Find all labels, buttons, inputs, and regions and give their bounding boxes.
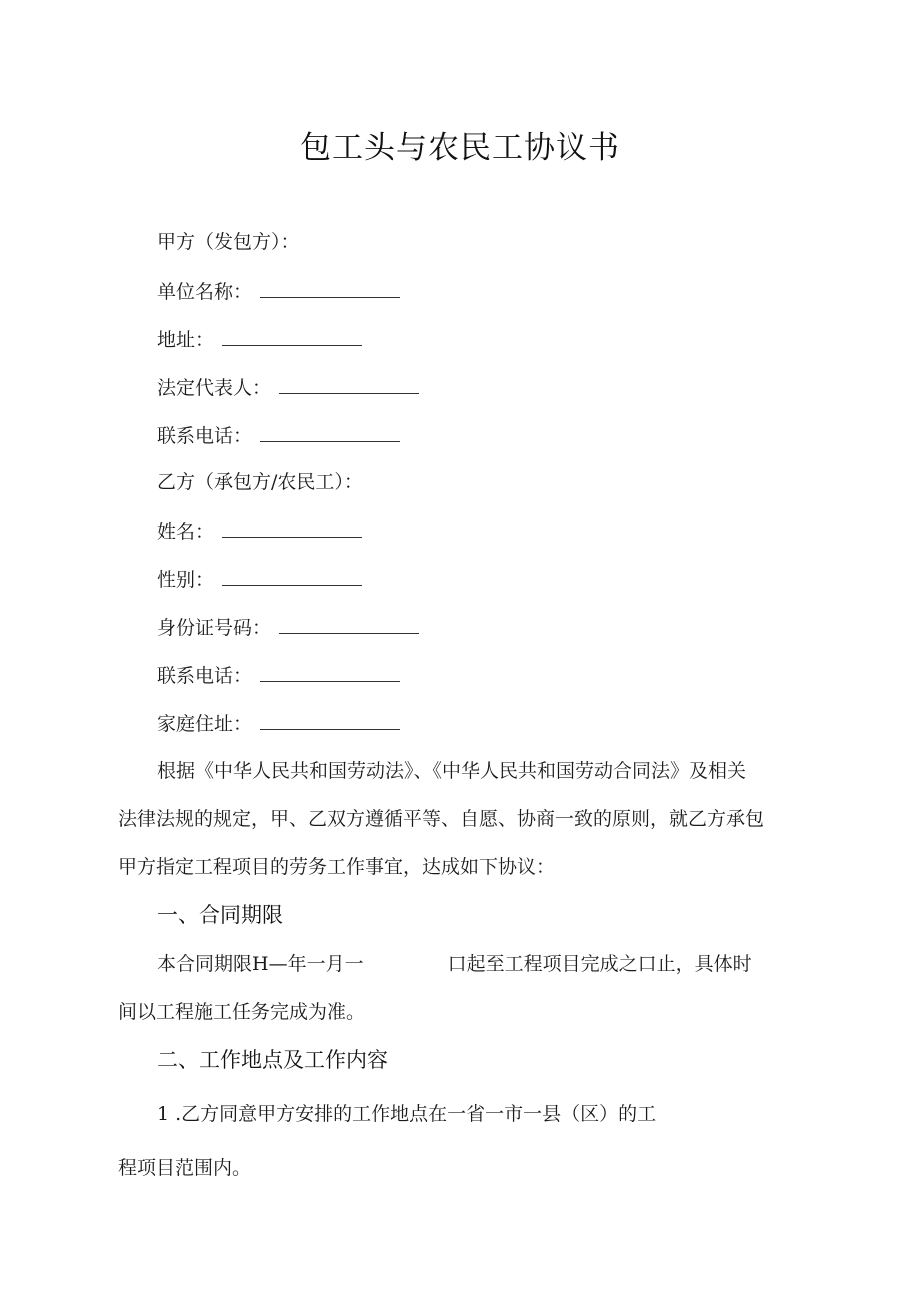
party-b-id-number-label: 身份证号码： [157,617,272,639]
party-a-legal-rep-field [157,373,419,401]
party-b-home-address-blank [260,709,400,730]
party-a-address-label: 地址： [157,329,215,351]
section-1-line-2: 间以工程施工任务完成为准。 [118,1001,366,1023]
party-a-address-field [157,325,362,353]
section-2-heading: 二、工作地点及工作内容 [157,1048,388,1072]
party-b-gender-label: 性别： [157,569,215,591]
party-b-heading: 乙方（承包方/农民工）： [157,471,363,493]
party-b-phone-field [157,661,400,689]
preamble-line-3: 甲方指定工程项目的劳务工作事宜，达成如下协议： [118,856,556,878]
party-b-id-number-blank [279,613,419,634]
section-1-line-1-part-1: 本合同期限H—年一月一 [157,953,364,975]
party-b-gender-blank [222,565,362,586]
party-a-unit-name-field [157,277,400,305]
section-2-item-1-line-1: 1 .乙方同意甲方安排的工作地点在一省一市一县（区）的工 [157,1103,657,1125]
party-a-phone-field [157,421,400,449]
party-a-legal-rep-blank [279,373,419,394]
party-a-legal-rep-label: 法定代表人： [157,377,272,399]
party-b-name-blank [222,517,362,538]
section-2-item-1-line-2: 程项目范围内。 [118,1157,252,1179]
preamble-line-2: 法律法规的规定，甲、乙双方遵循平等、自愿、协商一致的原则，就乙方承包 [118,808,765,830]
preamble-line-1: 根据《中华人民共和国劳动法》、《中华人民共和国劳动合同法》及相关 [157,760,747,782]
party-a-heading: 甲方（发包方）： [157,231,300,253]
party-b-home-address-field [157,709,400,737]
party-b-gender-field [157,565,362,593]
party-a-unit-name-label: 单位名称： [157,281,253,303]
party-b-name-field [157,517,362,545]
section-1-line-1-part-2: 口起至工程项目完成之口止，具体时 [447,953,752,975]
party-b-home-address-label: 家庭住址： [157,713,253,735]
party-b-name-label: 姓名： [157,521,215,543]
section-1-heading: 一、合同期限 [157,903,283,927]
document-title: 包工头与农民工协议书 [300,130,620,166]
party-b-id-number-field [157,613,419,641]
party-a-unit-name-blank [260,277,400,298]
party-b-phone-blank [260,661,400,682]
section-1-line-1 [157,951,752,977]
party-a-phone-label: 联系电话： [157,425,253,447]
party-a-address-blank [222,325,362,346]
party-b-phone-label: 联系电话： [157,665,253,687]
party-a-phone-blank [260,421,400,442]
